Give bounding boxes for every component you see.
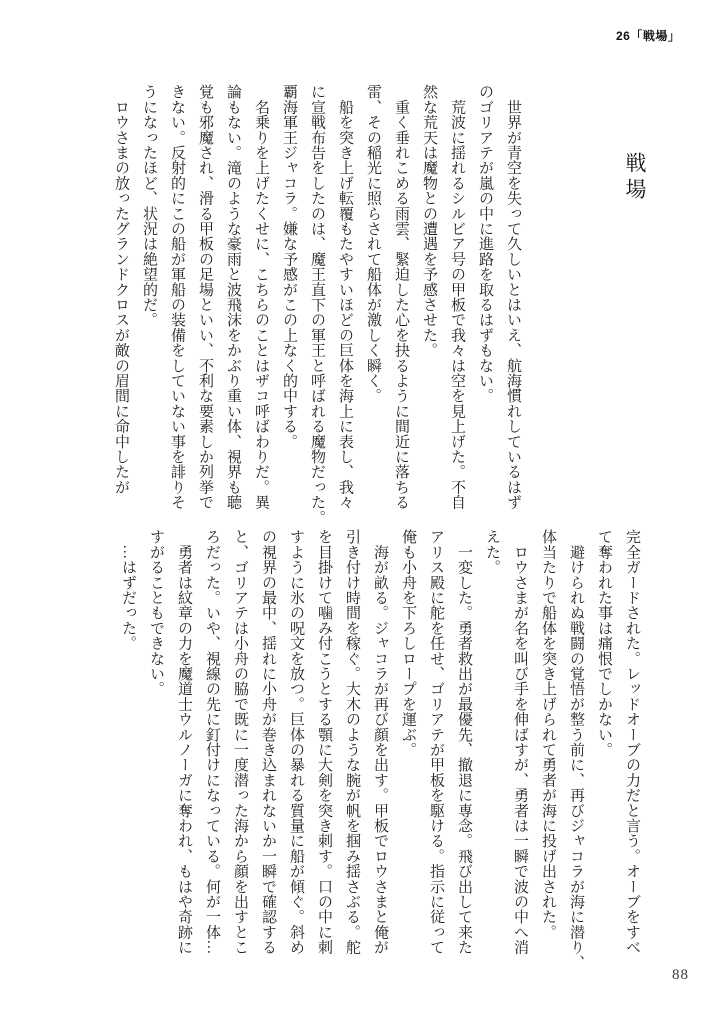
page-header-label: 26「戦場」 — [616, 29, 681, 43]
text-column: 荒波に揺れるシルビア号の甲板で我々は空を見上げた。不自 — [449, 84, 465, 510]
chapter-title: 戦場 — [623, 152, 647, 204]
text-column: に宣戦布告をしたのは、魔王直下の軍王と呼ばれる魔物だった。 — [309, 84, 325, 525]
text-column: 一変した。勇者救出が最優先、撤退に専念。飛び出して来た — [456, 529, 472, 955]
text-column: 覚も邪魔され、滑る甲板の足場といい、不利な要素しか列挙で — [197, 84, 213, 510]
text-column: 然な荒天は魔物との遭遇を予感させた。 — [421, 84, 437, 358]
text-column: 避けられぬ戦闘の覚悟が整う前に、再びジャコラが海に潜り、 — [568, 529, 584, 970]
text-column: 世界が青空を失って久しいとはいえ、航海慣れしているはず — [505, 84, 521, 510]
text-column: 海が畝る。ジャコラが再び顔を出す。甲板でロウさまと俺が — [372, 529, 388, 955]
text-column: 覇海軍王ジャコラ。嫌な予感がこの上なく的中する。 — [281, 84, 297, 449]
text-column: のゴリアテが嵐の中に進路を取るはずもない。 — [477, 84, 493, 404]
text-column: うになったほど、状況は絶望的だ。 — [141, 84, 157, 328]
text-column: 勇者は紋章の力を魔道士ウルノーガに奪われ、もはや奇跡に — [176, 529, 192, 955]
text-column: 引き付け時間を稼ぐ。大木のような腕が帆を掴み揺さぶる。舵 — [344, 529, 360, 955]
text-column: と、ゴリアテは小舟の脇で既に一度潜った海から顔を出すとこ — [232, 529, 248, 955]
text-column: すがることもできない。 — [148, 529, 164, 697]
text-column: 完全ガードされた。レッドオーブの力だと言う。オーブをすべ — [624, 529, 640, 955]
text-column: 雷、その稲光に照らされて船体が激しく瞬く。 — [365, 84, 381, 404]
text-column: の視界の最中、揺れに小舟が巻き込まれないか一瞬で確認する — [260, 529, 276, 955]
text-column: 重く垂れこめる雨雲、緊迫した心を抉るように間近に落ちる — [393, 84, 409, 510]
text-column: を目掛けて噛み付こうとする顎に大剣を突き刺す。口の中に刺 — [316, 529, 332, 955]
text-column: …はずだった。 — [120, 529, 136, 651]
top-text-block — [107, 84, 527, 525]
page-number: 88 — [672, 967, 689, 983]
text-column: 俺も小舟を下ろしロープを運ぶ。 — [400, 529, 416, 757]
text-column: ロウさまの放ったグランドクロスが敵の眉間に命中したが — [113, 84, 129, 495]
text-column: アリス殿に舵を任せ、ゴリアテが甲板を駆ける。指示に従って — [428, 529, 444, 955]
text-column: えた。 — [484, 529, 500, 575]
text-column: 船を突き上げ転覆もたやすいほどの巨体を海上に表し、我々 — [337, 84, 353, 510]
text-column: 論もない。滝のような豪雨と波飛沫をかぶり重い体、視界も聴 — [225, 84, 241, 510]
text-column: ロウさまが名を叫び手を伸ばすが、勇者は一瞬で波の中へ消 — [512, 529, 528, 955]
text-column: 体当たりで船体を突き上げられて勇者が海に投げ出された。 — [540, 529, 556, 940]
text-column: 名乗りを上げたくせに、こちらのことはザコ呼ばわりだ。異 — [253, 84, 269, 510]
text-column: きない。反射的にこの船が軍船の装備をしていない事を誹りそ — [169, 84, 185, 510]
text-column: て奪われた事は痛恨でしかない。 — [596, 529, 612, 757]
text-column: すように氷の呪文を放つ。巨体の暴れる質量に船が傾ぐ。斜め — [288, 529, 304, 955]
bottom-text-block — [114, 529, 646, 970]
text-column: ろだった。いや、視線の先に釘付けになっている。何が一体… — [204, 529, 220, 955]
